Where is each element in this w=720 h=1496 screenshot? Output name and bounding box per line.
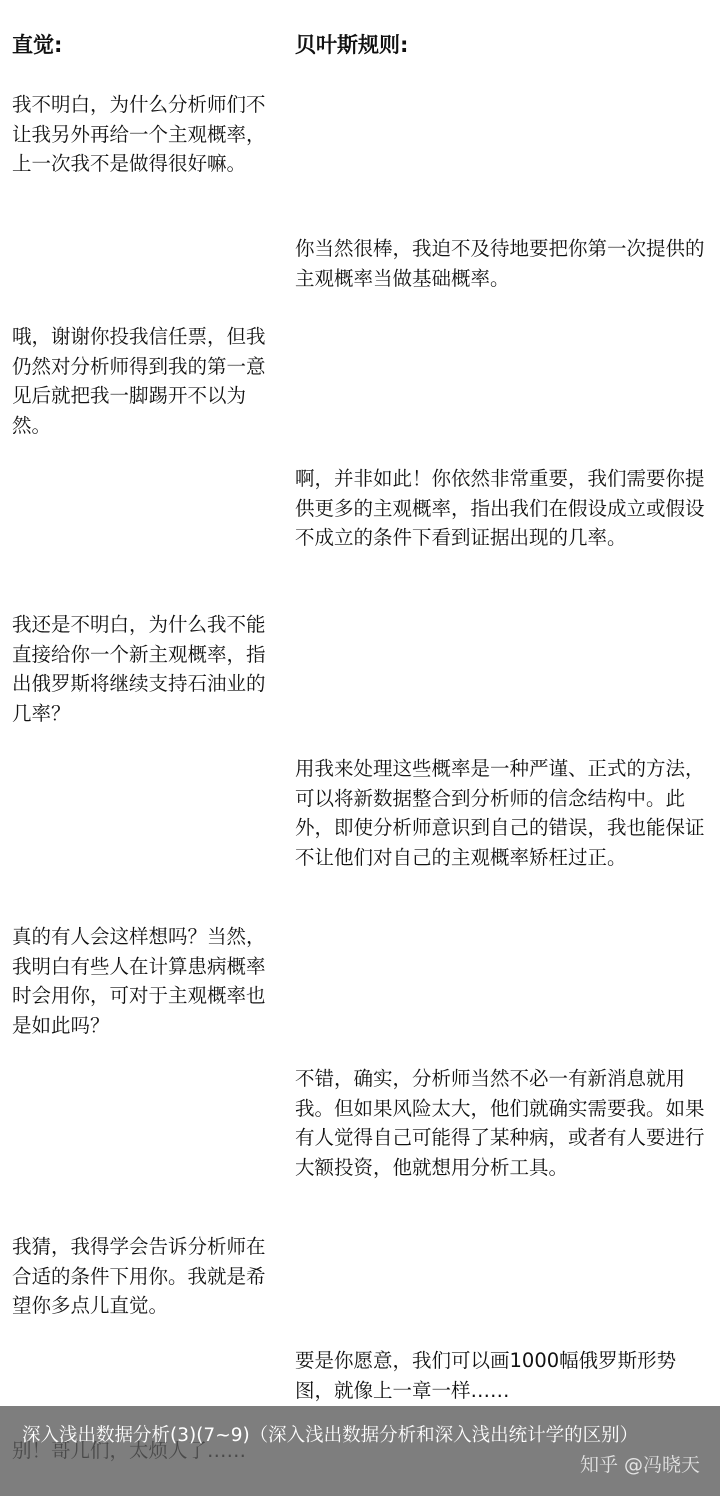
dialogue-line-intuition: 我还是不明白，为什么我不能直接给你一个新主观概率，指出俄罗斯将继续支持石油业的几率？: [12, 613, 266, 725]
dialogue-line-intuition: 我猜，我得学会告诉分析师在合适的条件下用你。我就是希望你多点儿直觉。: [12, 1235, 266, 1317]
dialogue-line-intuition: 真的有人会这样想吗？当然，我明白有些人在计算患病概率时会用你，可对于主观概率也是如此吗？: [12, 925, 266, 1037]
article-title-overlay[interactable]: [0, 1406, 720, 1496]
article-title[interactable]: 深入浅出数据分析(3)(7~9)（深入浅出数据分析和深入浅出统计学的区别）: [22, 1425, 639, 1446]
intuition-column-title: 直觉:: [12, 33, 63, 57]
dialogue-line-bayes: 要是你愿意，我们可以画1000幅俄罗斯形势图，就像上一章一样……: [295, 1349, 677, 1402]
dialogue-line-intuition: 哦，谢谢你投我信任票，但我仍然对分析师得到我的第一意见后就把我一脚踢开不以为然。: [12, 325, 266, 437]
dialogue-line-bayes: 用我来处理这些概率是一种严谨、正式的方法，可以将新数据整合到分析师的信念结构中。此外，即使分析师意识到自己的错误，我也能保证不让他们对自己的主观概率矫枉过正。: [295, 757, 705, 869]
dialogue-line-bayes: 不错，确实，分析师当然不必一有新消息就用我。但如果风险太大，他们就确实需要我。如果有人觉得自己可能得了某种病，或者有人要进行大额投资，他就想用分析工具。: [295, 1067, 705, 1179]
dialogue-line-intuition: 我不明白，为什么分析师们不让我另外再给一个主观概率，上一次我不是做得很好嘛。: [12, 93, 266, 175]
dialogue-line-bayes: 你当然很棒，我迫不及待地要把你第一次提供的主观概率当做基础概率。: [295, 237, 705, 290]
zhihu-watermark: 知乎 @冯晓天: [579, 1454, 700, 1476]
bayes-column-title: 贝叶斯规则:: [295, 33, 409, 57]
dialogue-line-bayes: 啊，并非如此！你依然非常重要，我们需要你提供更多的主观概率，指出我们在假设成立或假设不成立的条件下看到证据出现的几率。: [295, 467, 705, 549]
